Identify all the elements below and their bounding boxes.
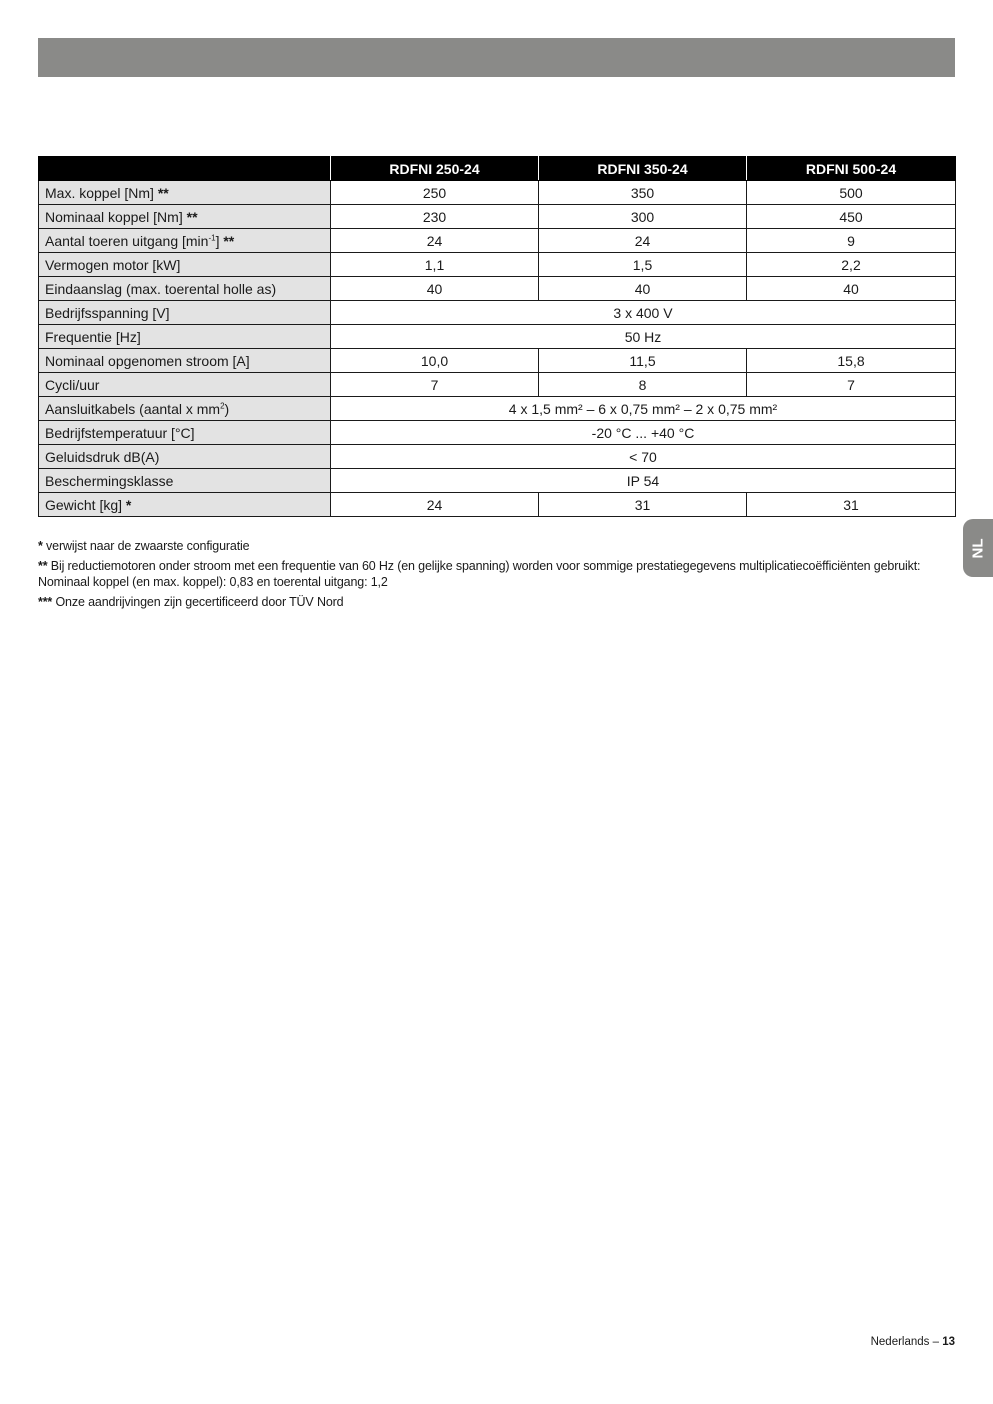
table-row xyxy=(39,277,956,301)
table-cell: 230 xyxy=(331,205,539,229)
row-label xyxy=(39,493,331,517)
row-label-text: Nominaal koppel [Nm] xyxy=(45,208,183,225)
table-header-corner xyxy=(39,157,331,181)
table-row xyxy=(39,493,956,517)
table-cell-merged: 50 Hz xyxy=(331,325,956,349)
table-cell-merged: 4 x 1,5 mm² – 6 x 0,75 mm² – 2 x 0,75 mm² xyxy=(331,397,956,421)
row-label-text: Geluidsdruk dB(A) xyxy=(45,448,160,465)
table-cell: 250 xyxy=(331,181,539,205)
row-label-superscript: 2 xyxy=(220,400,225,410)
row-label-text: Gewicht [kg] xyxy=(45,496,123,513)
row-label xyxy=(39,205,331,229)
row-label-text: Vermogen motor [kW] xyxy=(45,256,181,273)
row-label-text: Max. koppel [Nm] xyxy=(45,184,154,201)
table-cell-merged: < 70 xyxy=(331,445,956,469)
row-label-text: Aansluitkabels (aantal x mm xyxy=(45,400,221,417)
table-cell: 24 xyxy=(331,229,539,253)
column-header-rdfni-350: RDFNI 350-24 xyxy=(539,157,747,181)
footnote-1 xyxy=(38,538,955,554)
page-footer xyxy=(871,1336,955,1348)
footnote-text: Onze aandrijvingen zijn gecertificeerd door TÜV Nord xyxy=(55,595,344,609)
table-cell: 11,5 xyxy=(539,349,747,373)
table-row xyxy=(39,469,956,493)
footnote-3 xyxy=(38,594,955,610)
table-row xyxy=(39,421,956,445)
row-label-marker: * xyxy=(125,496,132,513)
table-cell: 40 xyxy=(331,277,539,301)
row-label-text: Beschermingsklasse xyxy=(45,472,174,489)
table-cell-merged: IP 54 xyxy=(331,469,956,493)
table-cell-merged: -20 °C ... +40 °C xyxy=(331,421,956,445)
table-row xyxy=(39,397,956,421)
row-label xyxy=(39,397,331,421)
table-cell: 1,1 xyxy=(331,253,539,277)
table-cell: 500 xyxy=(747,181,956,205)
row-label-text: Frequentie [Hz] xyxy=(45,328,141,345)
footnote-marker: ** xyxy=(38,559,48,573)
row-label xyxy=(39,469,331,493)
table-cell: 2,2 xyxy=(747,253,956,277)
table-cell: 7 xyxy=(331,373,539,397)
table-row xyxy=(39,205,956,229)
row-label-marker: ** xyxy=(157,184,169,201)
table-cell: 24 xyxy=(539,229,747,253)
row-label xyxy=(39,349,331,373)
table-cell: 7 xyxy=(747,373,956,397)
table-cell: 31 xyxy=(747,493,956,517)
column-header-rdfni-500: RDFNI 500-24 xyxy=(747,157,956,181)
table-cell: 300 xyxy=(539,205,747,229)
row-label xyxy=(39,229,331,253)
row-label xyxy=(39,445,331,469)
row-label-text: Bedrijfsspanning [V] xyxy=(45,304,170,321)
table-cell: 15,8 xyxy=(747,349,956,373)
footnote-2 xyxy=(38,558,955,590)
language-tab-label: NL xyxy=(969,538,987,558)
row-label xyxy=(39,181,331,205)
table-row xyxy=(39,349,956,373)
table-cell: 350 xyxy=(539,181,747,205)
table-row xyxy=(39,301,956,325)
table-cell: 40 xyxy=(747,277,956,301)
row-label-marker: ** xyxy=(186,208,198,225)
column-header-rdfni-250: RDFNI 250-24 xyxy=(331,157,539,181)
row-label-suffix: ] xyxy=(215,232,220,249)
row-label-marker: ** xyxy=(223,232,235,249)
row-label xyxy=(39,301,331,325)
table-row xyxy=(39,373,956,397)
row-label xyxy=(39,253,331,277)
row-label-text: Nominaal opgenomen stroom [A] xyxy=(45,352,250,369)
row-label xyxy=(39,421,331,445)
table-body xyxy=(39,181,956,517)
footnote-text: Bij reductiemotoren onder stroom met een frequentie van 60 Hz (en gelijke spanning) worden voor sommige prestatiegegevens multiplicatiecoëfficiënten gebruikt: Nominaal koppel (en max. koppel): 0,83 en toerental uitgang: 1,2 xyxy=(38,559,921,589)
row-label-text: Bedrijfstemperatuur [°C] xyxy=(45,424,195,441)
row-label xyxy=(39,373,331,397)
table-cell: 24 xyxy=(331,493,539,517)
table-row xyxy=(39,229,956,253)
footnote-marker: * xyxy=(38,539,43,553)
table-cell: 10,0 xyxy=(331,349,539,373)
row-label-text: Eindaanslag (max. toerental holle as) xyxy=(45,280,277,297)
table-cell: 40 xyxy=(539,277,747,301)
row-label-text: Cycli/uur xyxy=(45,376,100,393)
table-cell: 8 xyxy=(539,373,747,397)
table-row xyxy=(39,445,956,469)
table-cell-merged: 3 x 400 V xyxy=(331,301,956,325)
table-cell: 1,5 xyxy=(539,253,747,277)
footer-language: Nederlands – xyxy=(870,1336,939,1348)
language-tab xyxy=(963,519,993,577)
header-bar xyxy=(38,38,955,77)
row-label xyxy=(39,325,331,349)
row-label-superscript: -1 xyxy=(208,232,216,242)
table-header-row xyxy=(39,157,956,181)
table-cell: 31 xyxy=(539,493,747,517)
table-row xyxy=(39,253,956,277)
table-cell: 9 xyxy=(747,229,956,253)
row-label-text: Aantal toeren uitgang [min xyxy=(45,232,209,249)
footnote-marker: *** xyxy=(38,595,53,609)
row-label xyxy=(39,277,331,301)
footnote-text: verwijst naar de zwaarste configuratie xyxy=(46,539,250,553)
page-number: 13 xyxy=(942,1336,955,1348)
table-row xyxy=(39,325,956,349)
footnotes xyxy=(38,538,955,614)
row-label-suffix: ) xyxy=(224,400,230,417)
table-row xyxy=(39,181,956,205)
specifications-table xyxy=(38,156,956,517)
table-cell: 450 xyxy=(747,205,956,229)
